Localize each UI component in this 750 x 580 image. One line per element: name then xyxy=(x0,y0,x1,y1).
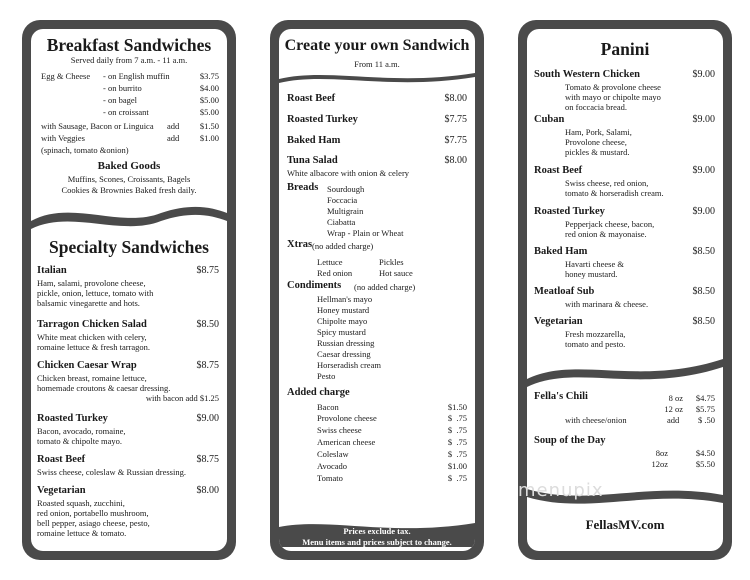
chili-size: 8 oz xyxy=(668,393,683,403)
xtra-option: Hot sauce xyxy=(379,268,413,278)
added-charge-label: Added charge xyxy=(287,387,350,398)
panini-desc: Havarti cheese & xyxy=(565,259,624,269)
chili-price: $5.75 xyxy=(695,404,715,414)
egg-option-label: - on croissant xyxy=(103,107,149,117)
panini-name: Roast Beef xyxy=(534,165,583,176)
item-name: Roast Beef xyxy=(37,454,86,465)
wave-divider xyxy=(31,199,227,239)
panini-name: Baked Ham xyxy=(534,246,588,257)
panini-desc: Pepperjack cheese, bacon, xyxy=(565,219,655,229)
panini-name: South Western Chicken xyxy=(534,69,640,80)
item-desc: Roasted squash, zucchini, xyxy=(37,498,125,508)
panini-desc: Tomato & provolone cheese xyxy=(565,82,661,92)
egg-option-label: - on English muffin xyxy=(103,71,170,81)
menu-panel-left xyxy=(22,20,236,560)
panini-desc: with marinara & cheese. xyxy=(565,299,649,309)
item-price: $8.75 xyxy=(196,360,219,371)
item-price: $8.75 xyxy=(196,265,219,276)
bread-option: Wrap - Plain or Wheat xyxy=(327,228,404,238)
egg-option-price: $5.00 xyxy=(199,107,219,117)
addon-label: with Veggies xyxy=(41,133,85,143)
item-desc: romaine lettuce & tomato. xyxy=(37,528,127,538)
item-desc: homemade croutons & caesar dressing. xyxy=(37,383,171,393)
egg-option-price: $5.00 xyxy=(199,95,219,105)
added-item: Provolone cheese xyxy=(317,413,377,423)
xtra-option: Red onion xyxy=(317,268,353,278)
panini-title: Panini xyxy=(600,39,650,59)
item-desc: balsamic vinegarette and hots. xyxy=(37,298,140,308)
xtras-note: (no added charge) xyxy=(312,241,374,251)
panini-desc: Fresh mozzarella, xyxy=(565,329,626,339)
condiment-option: Chipolte mayo xyxy=(317,316,368,326)
website-label: FellasMV.com xyxy=(585,517,665,532)
panini-desc: pickles & mustard. xyxy=(565,147,630,157)
item-desc: Chicken breast, romaine lettuce, xyxy=(37,373,147,383)
panini-desc: Provolone cheese, xyxy=(565,137,627,147)
menu-panel-center-inner xyxy=(279,29,475,551)
chili-with: with cheese/onion xyxy=(565,415,627,425)
addon-label: with Sausage, Bacon or Linguica xyxy=(41,121,154,131)
meat-price: $7.75 xyxy=(444,135,467,146)
added-item: Coleslaw xyxy=(317,449,349,459)
item-desc: Ham, salami, provolone cheese, xyxy=(37,278,146,288)
soup-price: $4.50 xyxy=(695,448,715,458)
item-price: $8.00 xyxy=(196,485,219,496)
added-price: $1.50 xyxy=(447,402,467,412)
menu-panel-left-inner xyxy=(31,29,227,551)
egg-option-label: - on burrito xyxy=(103,83,142,93)
added-price: $ .75 xyxy=(447,449,467,459)
item-desc: red onion, portabello mushroom, xyxy=(37,508,149,518)
menu-panel-right-inner xyxy=(527,29,723,551)
chili-price: $4.75 xyxy=(695,393,715,403)
panini-desc: on foccacia bread. xyxy=(565,102,628,112)
item-desc: White meat chicken with celery, xyxy=(37,332,147,342)
create-title: Create your own Sandwich xyxy=(284,37,470,54)
panini-desc: tomato & horseradish cream. xyxy=(565,188,664,198)
added-item: Swiss cheese xyxy=(317,425,362,435)
added-item: American cheese xyxy=(317,437,376,447)
added-price: $ .75 xyxy=(447,413,467,423)
baked-goods-title: Baked Goods xyxy=(97,160,161,172)
meat-name: Roast Beef xyxy=(287,93,336,104)
condiment-option: Russian dressing xyxy=(317,338,375,348)
egg-cheese-label: Egg & Cheese xyxy=(41,71,91,81)
menupix-watermark: menupix xyxy=(518,480,604,501)
breads-label: Breads xyxy=(287,182,319,193)
footer-change-note: Menu items and prices subject to change. xyxy=(302,537,452,547)
item-desc: romaine lettuce & fresh tarragon. xyxy=(37,342,151,352)
breakfast-title: Breakfast Sandwiches xyxy=(46,35,212,55)
condiment-option: Hellman's mayo xyxy=(317,294,373,304)
baked-goods-line: Cookies & Brownies Baked fresh daily. xyxy=(61,185,197,195)
panini-price: $9.00 xyxy=(692,69,715,80)
panini-desc: Ham, Pork, Salami, xyxy=(565,127,632,137)
panini-name: Roasted Turkey xyxy=(534,206,605,217)
xtra-option: Lettuce xyxy=(317,257,343,267)
panini-desc: red onion & mayonaise. xyxy=(565,229,647,239)
panini-desc: tomato and pesto. xyxy=(565,339,626,349)
chili-size: 12 oz xyxy=(664,404,683,414)
condiment-option: Honey mustard xyxy=(317,305,370,315)
meat-name: Tuna Salad xyxy=(287,155,338,166)
tuna-desc: White albacore with onion & celery xyxy=(287,168,410,178)
panini-price: $9.00 xyxy=(692,206,715,217)
condiment-option: Horseradish cream xyxy=(317,360,381,370)
added-item: Avocado xyxy=(317,461,348,471)
wave-divider xyxy=(527,351,723,393)
breakfast-served: Served daily from 7 a.m. - 11 a.m. xyxy=(70,55,188,65)
addon-add: add xyxy=(167,133,180,143)
xtras-label: Xtras xyxy=(287,239,313,250)
condiment-option: Caesar dressing xyxy=(317,349,371,359)
meat-price: $8.00 xyxy=(444,93,467,104)
panini-desc: with mayo or chipolte mayo xyxy=(565,92,661,102)
panini-name: Vegetarian xyxy=(534,316,583,327)
item-price: $8.50 xyxy=(196,319,219,330)
added-price: $ .75 xyxy=(447,425,467,435)
menu-panel-center xyxy=(270,20,484,560)
meat-name: Roasted Turkey xyxy=(287,114,358,125)
chili-add-price: $ .50 xyxy=(698,415,715,425)
soup-name: Soup of the Day xyxy=(534,435,606,446)
item-price: $9.00 xyxy=(196,413,219,424)
specialty-title: Specialty Sandwiches xyxy=(49,237,209,257)
footer-tax-note: Prices exclude tax. xyxy=(343,526,411,536)
panini-price: $8.50 xyxy=(692,286,715,297)
item-desc: Bacon, avocado, romaine, xyxy=(37,426,126,436)
panini-name: Meatloaf Sub xyxy=(534,286,595,297)
soup-size: 12oz xyxy=(651,459,668,469)
condiment-option: Pesto xyxy=(317,371,336,381)
soup-price: $5.50 xyxy=(695,459,715,469)
item-desc: bell pepper, asiago cheese, pesto, xyxy=(37,518,150,528)
item-desc: with bacon add $1.25 xyxy=(145,393,219,403)
item-desc: pickle, onion, lettuce, tomato with xyxy=(37,288,154,298)
panini-price: $8.50 xyxy=(692,246,715,257)
condiment-option: Spicy mustard xyxy=(317,327,366,337)
item-price: $8.75 xyxy=(196,454,219,465)
xtra-option: Pickles xyxy=(379,257,404,267)
soup-size: 8oz xyxy=(655,448,668,458)
added-item: Tomato xyxy=(317,473,343,483)
added-price: $ .75 xyxy=(447,473,467,483)
meat-price: $7.75 xyxy=(444,114,467,125)
added-price: $ .75 xyxy=(447,437,467,447)
panini-price: $9.00 xyxy=(692,165,715,176)
bread-option: Ciabatta xyxy=(327,217,356,227)
condiments-label: Condiments xyxy=(287,280,342,291)
item-name: Tarragon Chicken Salad xyxy=(37,319,147,330)
added-item: Bacon xyxy=(317,402,339,412)
item-name: Italian xyxy=(37,265,67,276)
veggies-note: (spinach, tomato &onion) xyxy=(41,145,129,155)
panini-desc: honey mustard. xyxy=(565,269,618,279)
item-desc: Swiss cheese, coleslaw & Russian dressing. xyxy=(37,467,186,477)
menu-panel-right xyxy=(518,20,732,560)
addon-add: add xyxy=(167,121,180,131)
meat-name: Baked Ham xyxy=(287,135,341,146)
bread-option: Multigrain xyxy=(327,206,364,216)
egg-option-price: $3.75 xyxy=(199,71,219,81)
create-from: From 11 a.m. xyxy=(354,59,400,69)
added-price: $1.00 xyxy=(447,461,467,471)
bread-option: Sourdough xyxy=(327,184,365,194)
panini-name: Cuban xyxy=(534,114,565,125)
baked-goods-line: Muffins, Scones, Croissants, Bagels xyxy=(67,174,191,184)
egg-option-label: - on bagel xyxy=(103,95,137,105)
item-desc: tomato & chipolte mayo. xyxy=(37,436,122,446)
chili-add: add xyxy=(667,415,680,425)
condiments-note: (no added charge) xyxy=(354,282,416,292)
meat-price: $8.00 xyxy=(444,155,467,166)
bread-option: Foccacia xyxy=(327,195,358,205)
addon-price: $1.50 xyxy=(199,121,219,131)
panini-price: $9.00 xyxy=(692,114,715,125)
item-name: Vegetarian xyxy=(37,485,86,496)
panini-desc: Swiss cheese, red onion, xyxy=(565,178,649,188)
addon-price: $1.00 xyxy=(199,133,219,143)
panini-price: $8.50 xyxy=(692,316,715,327)
chili-name: Fella's Chili xyxy=(534,391,588,402)
item-name: Chicken Caesar Wrap xyxy=(37,360,137,371)
egg-option-price: $4.00 xyxy=(199,83,219,93)
item-name: Roasted Turkey xyxy=(37,413,108,424)
